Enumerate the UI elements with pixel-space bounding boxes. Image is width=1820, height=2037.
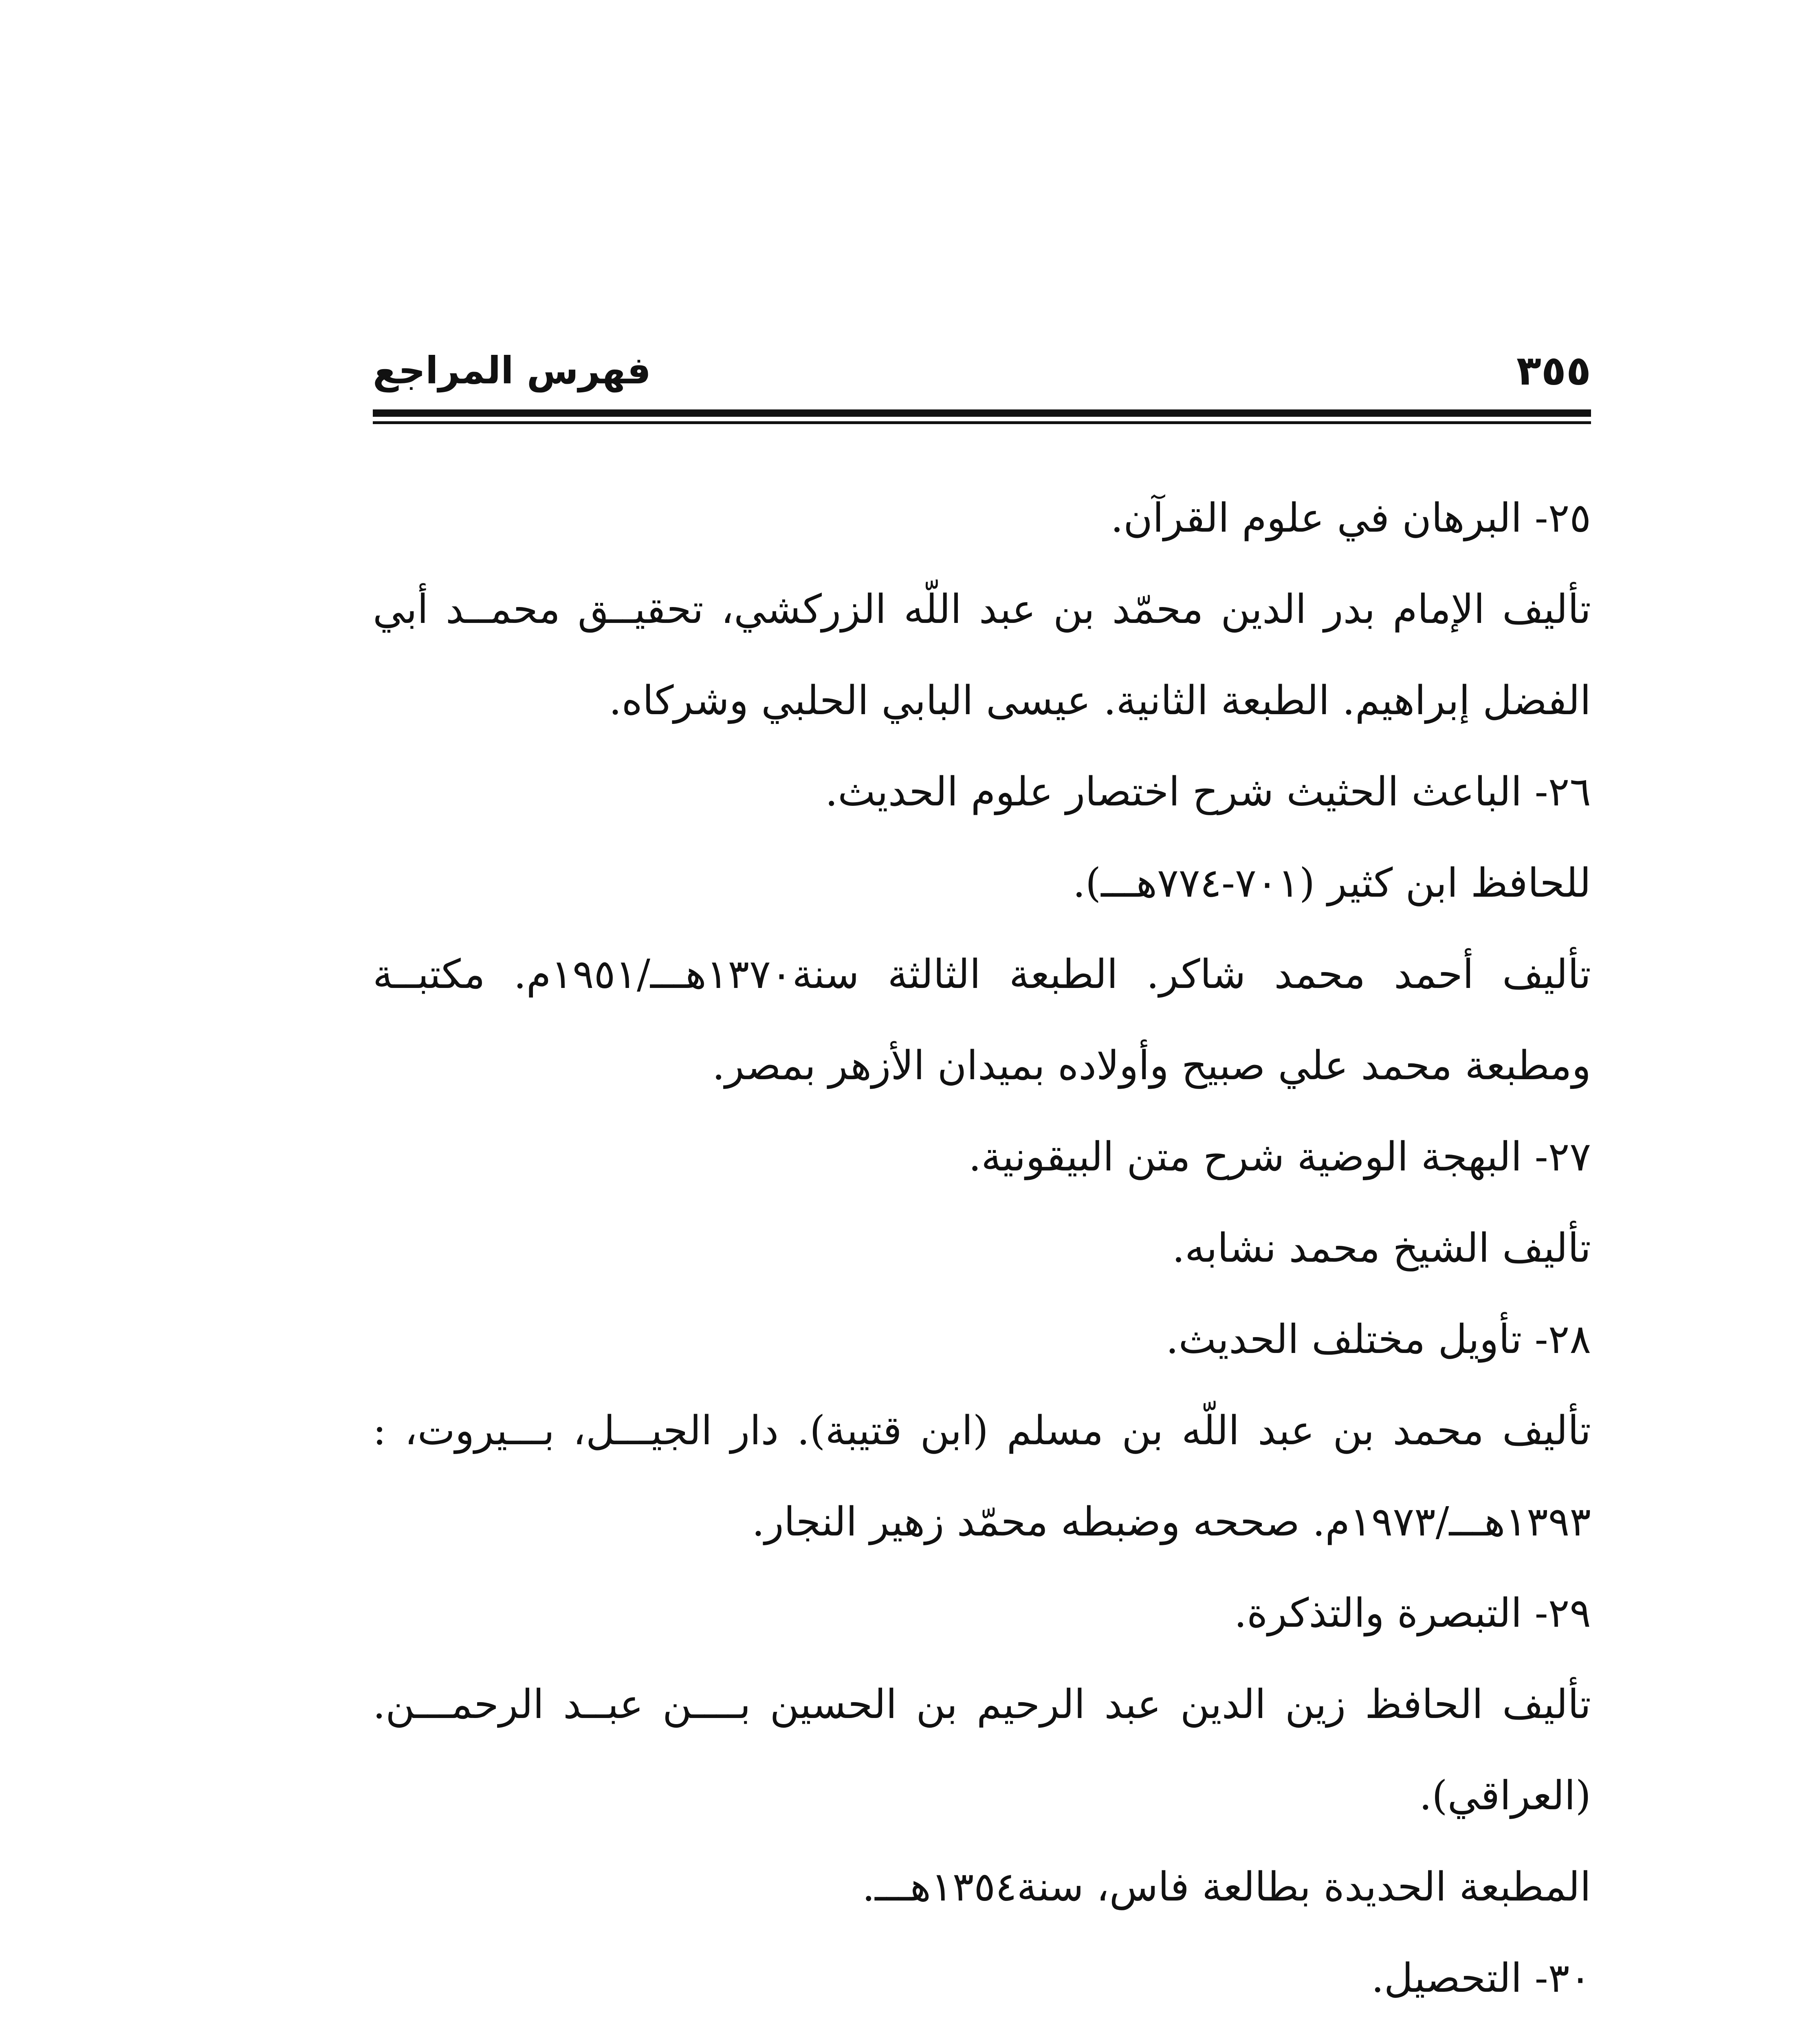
header-rule-thin — [373, 421, 1591, 424]
text-line: للحافظ ابن كثير (٧٠١-٧٧٤هـــ). — [1072, 860, 1591, 906]
text-line: تأليف الشيخ محمد نشابه. — [1172, 1225, 1591, 1271]
text-line: ٢٦- الباعث الحثيث شرح اختصار علوم الحديث. — [825, 769, 1591, 815]
text-line: (العراقي). — [1419, 1773, 1591, 1819]
header-rule-thick — [373, 409, 1591, 417]
references-list — [373, 473, 1591, 2037]
page-header — [373, 344, 1591, 405]
text-line: تأليف الإمام بدر الدين محمّد بن عبد اللّه الزركشي، تحقيــق محمــد أبي — [373, 586, 1591, 633]
text-line: ٢٨- تأويل مختلف الحديث. — [1166, 1316, 1591, 1363]
text-line: ٢٩- التبصرة والتذكرة. — [1234, 1590, 1591, 1637]
text-line: تأليف أحمد محمد شاكر. الطبعة الثالثة سنة١٣٧٠هـــ/١٩٥١م. مكتبــة — [373, 951, 1591, 998]
text-line: ١٣٩٣هـــ/١٩٧٣م. صححه وضبطه محمّد زهير النجار. — [752, 1499, 1591, 1545]
text-line — [373, 2024, 1591, 2037]
text-line: ومطبعة محمد علي صبيح وأولاده بميدان الأزهر بمصر. — [712, 1043, 1591, 1089]
text-line: تأليف محمد بن عبد اللّه بن مسلم (ابن قتيبة). دار الجيـــل، بـــيروت، : — [373, 1408, 1591, 1454]
running-title: فهرس المراجع — [373, 349, 651, 392]
text-line: ٢٧- البهجة الوضية شرح متن البيقونية. — [968, 1134, 1591, 1180]
text-line: الفضل إبراهيم. الطبعة الثانية. عيسى البابي الحلبي وشركاه. — [609, 678, 1591, 724]
text-line: المطبعة الحديدة بطالعة فاس، سنة١٣٥٤هـــ. — [862, 1864, 1591, 1910]
text-line: ٢٥- البرهان في علوم القرآن. — [1110, 495, 1591, 541]
text-line: تأليف الحافظ زين الدين عبد الرحيم بن الحسين بــــن عبــد الرحمـــن. — [373, 1681, 1591, 1728]
page-number: ٣٥٥ — [1516, 347, 1591, 394]
text-line: ٣٠- التحصيل. — [1371, 1955, 1591, 2002]
